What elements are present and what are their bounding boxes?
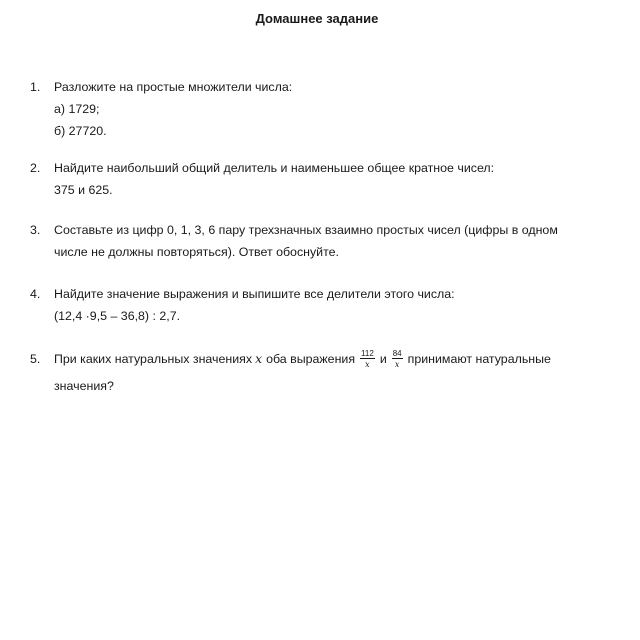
fraction-84-over-x — [392, 349, 403, 369]
task-5 — [30, 344, 620, 397]
task-text-line: Разложите на простые множители числа: — [54, 80, 293, 94]
task-text-line: б) 27720. — [54, 124, 107, 138]
task-number: 1. — [30, 80, 41, 94]
task-text: принимают натуральные — [407, 352, 551, 366]
task-4 — [30, 283, 620, 327]
task-text-line: (12,4 ·9,5 – 36,8) : 2,7. — [54, 309, 181, 323]
page-title: Домашнее задание — [255, 11, 379, 26]
task-number: 3. — [30, 223, 41, 237]
task-text-line: а) 1729; — [54, 102, 100, 116]
task-text: оба выражения — [266, 352, 356, 366]
fraction-numerator: 112 — [361, 349, 374, 358]
task-text: и — [379, 352, 387, 366]
fraction-denominator: x — [394, 360, 400, 369]
task-3 — [30, 219, 620, 263]
task-number: 5. — [30, 352, 41, 366]
task-text: При каких натуральных значениях — [54, 352, 253, 366]
task-text-line — [54, 344, 620, 374]
fraction-denominator: x — [365, 360, 370, 369]
fraction-numerator: 84 — [392, 349, 402, 358]
task-text-line: Найдите значение выражения и выпишите все делители этого числа: — [54, 287, 455, 301]
task-text-line: 375 и 625. — [54, 183, 113, 197]
task-text-line: числе не должны повторяться). Ответ обоснуйте. — [54, 245, 339, 259]
task-text-line: Составьте из цифр 0, 1, 3, 6 пару трехзначных взаимно простых чисел (цифры в одном — [54, 223, 558, 237]
task-number: 2. — [30, 161, 41, 175]
variable-x: x — [255, 351, 263, 366]
fraction-112-over-x — [360, 349, 375, 369]
task-text-line: значения? — [54, 379, 114, 393]
task-2 — [30, 157, 620, 201]
task-number: 4. — [30, 287, 41, 301]
task-1 — [30, 76, 620, 142]
task-text-line: Найдите наибольший общий делитель и наименьшее общее кратное чисел: — [54, 161, 495, 175]
